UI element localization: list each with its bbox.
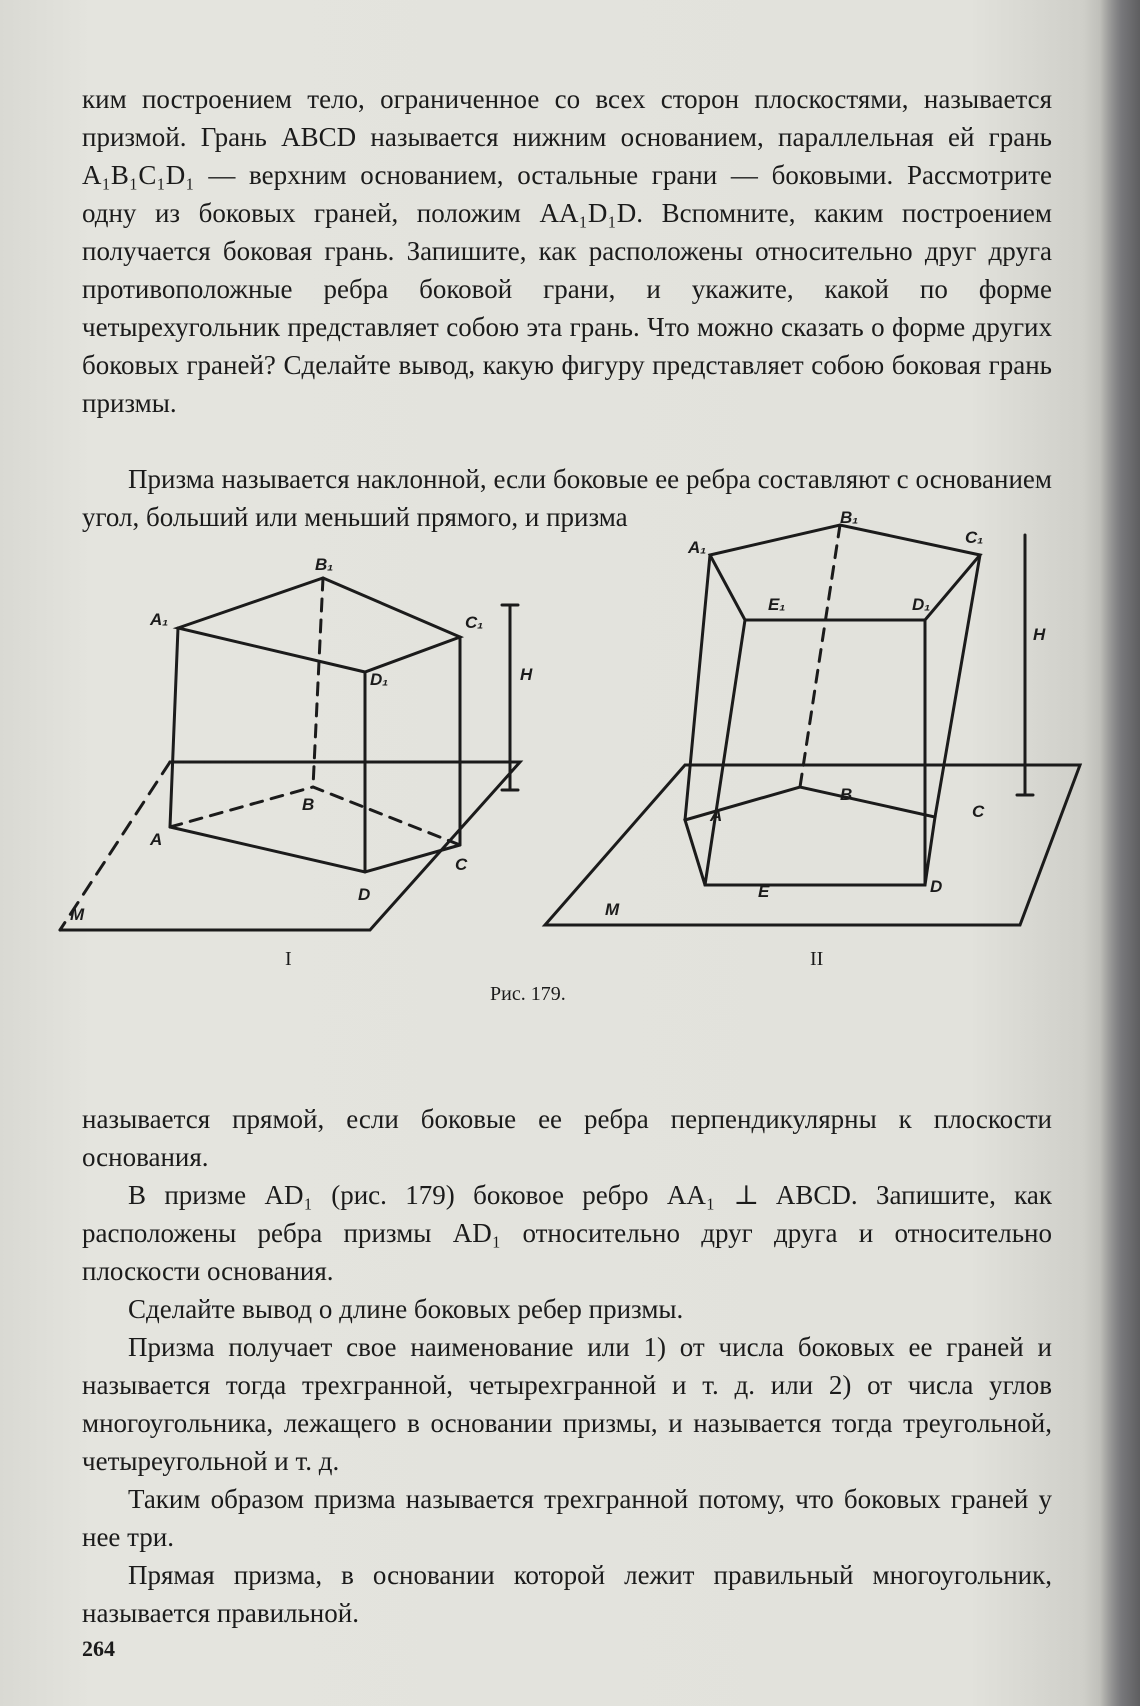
- book-spine-shadow: [1100, 0, 1140, 1706]
- paragraph-prism-ad1: В призме AD₁ (рис. 179) боковое ребро AA₁ ⊥ ABCD. Запишите, как расположены ребра призмы AD₁ относительно друг друга и относительно плоскости основания.: [82, 1180, 1052, 1286]
- label-1-C1: C₁: [465, 613, 484, 632]
- label-2-plane: M: [605, 900, 620, 919]
- figure-caption: Рис. 179.: [490, 983, 566, 1005]
- prism-1-drawing: [60, 578, 520, 930]
- label-2-A: A: [710, 806, 723, 825]
- prism-2-edges: [685, 555, 980, 885]
- prism-2-hidden-edge: [800, 525, 840, 787]
- label-2-H: H: [1033, 625, 1046, 644]
- paragraph-prism-definition: ким построением тело, ограниченное со всех сторон плоскостями, называется призмой. Грань ABCD называется нижним основанием, параллельная ей грань A₁B₁C₁D₁ — верхним основанием, остальные грани — боковыми. Рассмотрите одну из боковых граней, положим AA₁D₁D. Вспомните, каким построением получается боковая грань. Запишите, как расположены относительно друг друга противоположные ребра боковой грани, и укажите, какой по форме четырехугольник представляет собою эта грань. Что можно сказать о форме других боковых граней? Сделайте вывод, какую фигуру представляет собою боковая грань призмы.: [82, 84, 1052, 418]
- label-1-A: A: [150, 830, 163, 849]
- label-2-E1: E₁: [768, 595, 786, 614]
- prism-1-base-visible: [170, 827, 460, 872]
- prism-2-top-face: [710, 525, 980, 620]
- label-2-E: E: [758, 882, 770, 901]
- label-1-D1: D₁: [370, 670, 389, 689]
- prism-2-base: [685, 787, 935, 885]
- figure-179: [40, 508, 1070, 1085]
- page-number: 264: [82, 1636, 115, 1661]
- figure-1-roman: I: [285, 948, 292, 970]
- label-1-B1: B₁: [315, 555, 334, 574]
- label-1-A1: A₁: [150, 610, 169, 629]
- paragraph-oblique-prism: Призма называется наклонной, если боковые ее ребра составляют с основанием угол, больший или меньший прямого, и призма: [82, 464, 1052, 532]
- label-1-B: B: [302, 795, 315, 814]
- label-2-C1: C₁: [965, 528, 984, 547]
- label-2-A1: A₁: [688, 538, 707, 557]
- prism-1-edge-b-hidden: [313, 578, 323, 787]
- paragraph-conclusion-edges: Сделайте вывод о длине боковых ребер призмы.: [128, 1294, 684, 1324]
- prism-1-edge-a: [170, 628, 178, 827]
- label-1-H: H: [520, 665, 533, 684]
- paragraph-regular-prism: Прямая призма, в основании которой лежит правильный многоугольник, называется правильной.: [82, 1560, 1052, 1628]
- figure-179-svg: [40, 508, 1070, 1085]
- figure-2-roman: II: [810, 948, 824, 970]
- label-1-D: D: [358, 885, 371, 904]
- paragraph-right-prism: называется прямой, если боковые ее ребра перпендикулярны к плоскости основания.: [82, 1104, 1052, 1172]
- label-1-C: C: [455, 855, 468, 874]
- label-2-B1: B₁: [840, 508, 859, 527]
- prism-1-top-face: [178, 578, 460, 672]
- paragraph-trihedral: Таким образом призма называется трехгранной потому, что боковых граней у нее три.: [82, 1484, 1052, 1552]
- label-2-B: B: [840, 785, 853, 804]
- paragraph-naming: Призма получает свое наименование или 1) от числа боковых ее граней и называется тогда трехгранной, четырехгранной и т. д. или 2) от числа углов многоугольника, лежащего в основании призмы, и называется тогда треугольной, четыреугольной и т. д.: [82, 1332, 1052, 1476]
- label-1-plane: M: [70, 905, 85, 924]
- label-2-D1: D₁: [912, 595, 931, 614]
- prism-2-drawing: [545, 525, 1080, 925]
- label-2-C: C: [972, 802, 985, 821]
- prism-2-height-bar: [1017, 535, 1033, 795]
- label-2-D: D: [930, 877, 943, 896]
